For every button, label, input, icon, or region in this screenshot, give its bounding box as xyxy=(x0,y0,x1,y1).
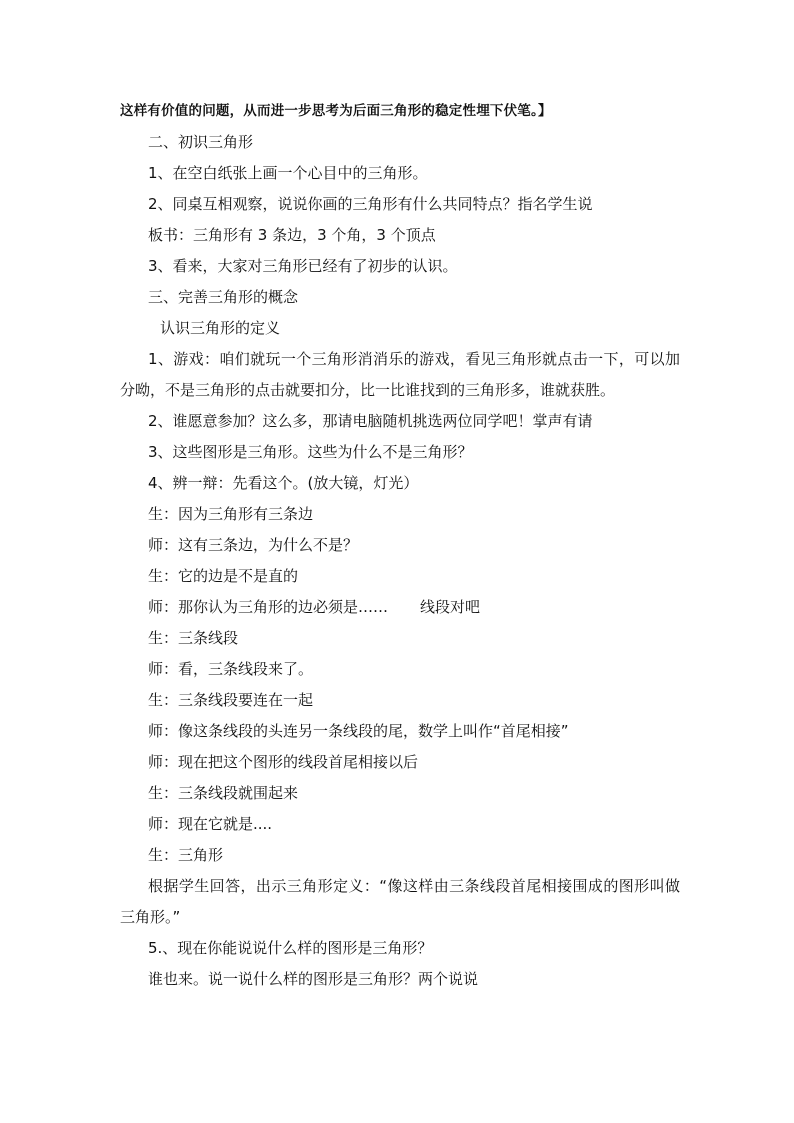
dialogue-line: 师：现在把这个图形的线段首尾相接以后 xyxy=(148,753,419,771)
paragraph: 2、谁愿意参加？这么多，那请电脑随机挑选两位同学吧！掌声有请 xyxy=(148,412,593,430)
dialogue-line xyxy=(120,592,680,623)
dialogue-line: 生：它的边是不是直的 xyxy=(148,567,299,585)
dialogue-text: 线段对吧 xyxy=(420,598,481,616)
dialogue-line: 师：现在它就是.... xyxy=(148,815,273,833)
dialogue-line: 师：这有三条边，为什么不是？ xyxy=(148,536,359,554)
paragraph-definition: 根据学生回答，出示三角形定义：“像这样由三条线段首尾相接围成的图形叫做三角形。” xyxy=(120,877,680,926)
paragraph: 4、辨一辩：先看这个。(放大镜，灯光） xyxy=(148,474,419,492)
dialogue-line: 生：三条线段 xyxy=(148,629,239,647)
dialogue-line: 生：三条线段就围起来 xyxy=(148,784,299,802)
dialogue-line: 生：因为三角形有三条边 xyxy=(148,505,314,523)
document-body xyxy=(120,96,680,995)
dialogue-line: 生：三角形 xyxy=(148,846,224,864)
section-heading-2: 二、初识三角形 xyxy=(148,133,254,151)
blackboard-note: 板书：三角形有 3 条边，3 个角，3 个顶点 xyxy=(148,226,436,244)
paragraph: 1、在空白纸张上画一个心目中的三角形。 xyxy=(148,164,428,182)
dialogue-line: 生：三条线段要连在一起 xyxy=(148,691,314,709)
paragraph: 3、这些图形是三角形。这些为什么不是三角形？ xyxy=(148,443,473,461)
dialogue-text: 师：那你认为三角形的边必须是…… xyxy=(148,598,389,616)
paragraph: 2、同桌互相观察，说说你画的三角形有什么共同特点？指名学生说 xyxy=(148,195,593,213)
paragraph-game: 1、游戏：咱们就玩一个三角形消消乐的游戏，看见三角形就点击一下，可以加分呦，不是三角形的点击就要扣分，比一比谁找到的三角形多，谁就获胜。 xyxy=(120,350,680,399)
paragraph: 谁也来。说一说什么样的图形是三角形？两个说说 xyxy=(148,970,479,988)
bold-note-line: 这样有价值的问题，从而进一步思考为后面三角形的稳定性埋下伏笔。】 xyxy=(120,103,552,119)
dialogue-line: 师：像这条线段的头连另一条线段的尾，数学上叫作“首尾相接” xyxy=(148,722,569,740)
subheading: 认识三角形的定义 xyxy=(160,319,281,337)
section-heading-3: 三、完善三角形的概念 xyxy=(148,288,299,306)
paragraph: 5.、现在你能说说什么样的图形是三角形？ xyxy=(148,939,433,957)
paragraph: 3、看来，大家对三角形已经有了初步的认识。 xyxy=(148,257,458,275)
dialogue-line: 师：看，三条线段来了。 xyxy=(148,660,314,678)
